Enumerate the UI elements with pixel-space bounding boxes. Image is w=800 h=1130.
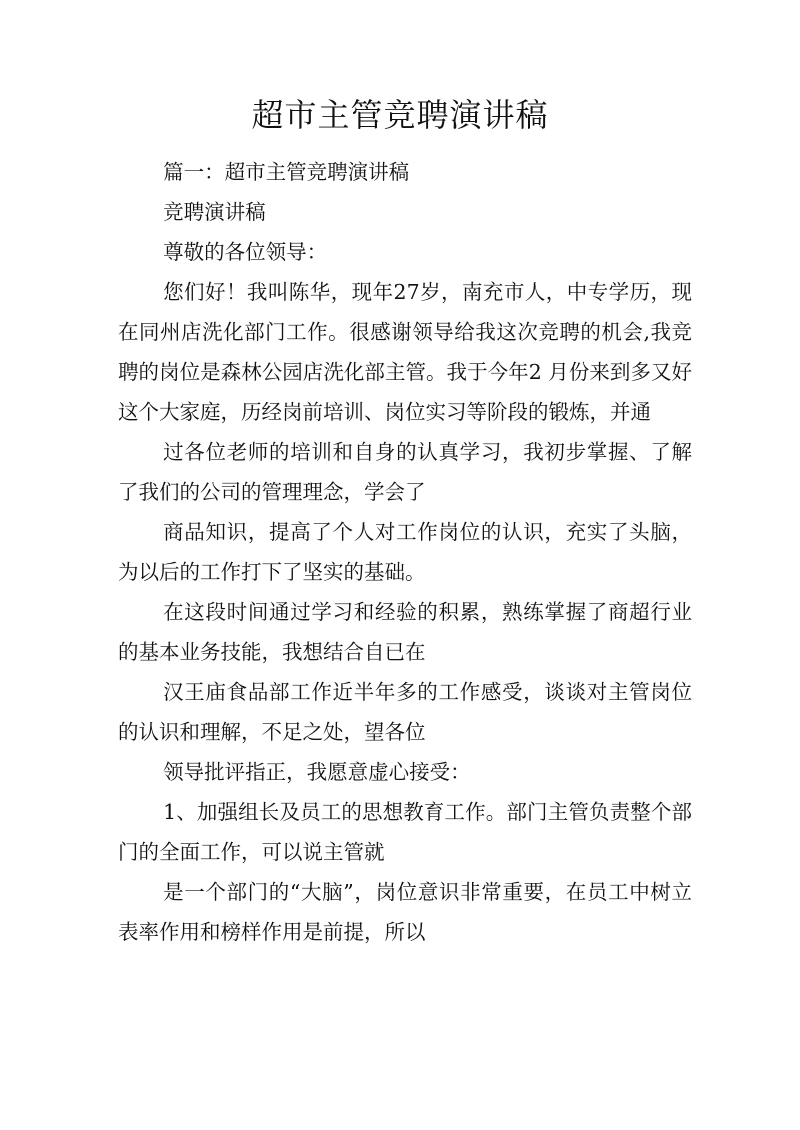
paragraph-point-one: 1、加强组长及员工的思想教育工作。部门主管负责整个部门的全面工作，可以说主管就 (118, 800, 692, 864)
paragraph-training: 过各位老师的培训和自身的认真学习，我初步掌握、了解了我们的公司的管理理念，学会了 (118, 440, 692, 504)
paragraph-introduction: 您们好！我叫陈华，现年27岁，南充市人，中专学历，现在同州店洗化部门工作。很感谢领导给我这次竞聘的机会,我竞聘的岗位是森林公园店洗化部主管。我于今年2 月份来到多又好这个大家庭，历经岗前培训、岗位实习等阶段的锻炼，并通 (118, 280, 692, 424)
paragraph-salutation: 尊敬的各位领导： (163, 240, 328, 264)
paragraph-section-heading: 篇一：超市主管竞聘演讲稿 (163, 160, 410, 184)
paragraph-point-one-continued: 是一个部门的“大脑”，岗位意识非常重要，在员工中树立表率作用和榜样作用是前提，所以 (118, 880, 692, 944)
paragraph-knowledge: 商品知识，提高了个人对工作岗位的认识，充实了头脑，为以后的工作打下了坚实的基础。 (118, 520, 692, 584)
paragraph-acceptance: 领导批评指正，我愿意虚心接受： (163, 760, 471, 784)
paragraph-understanding: 汉王庙食品部工作近半年多的工作感受，谈谈对主管岗位的认识和理解，不足之处，望各位 (118, 680, 692, 744)
paragraph-subtitle: 竞聘演讲稿 (163, 200, 266, 224)
document-title: 超市主管竞聘演讲稿 (251, 96, 549, 134)
document-body (118, 152, 692, 952)
paragraph-experience: 在这段时间通过学习和经验的积累，熟练掌握了商超行业的基本业务技能，我想结合自已在 (118, 600, 692, 664)
